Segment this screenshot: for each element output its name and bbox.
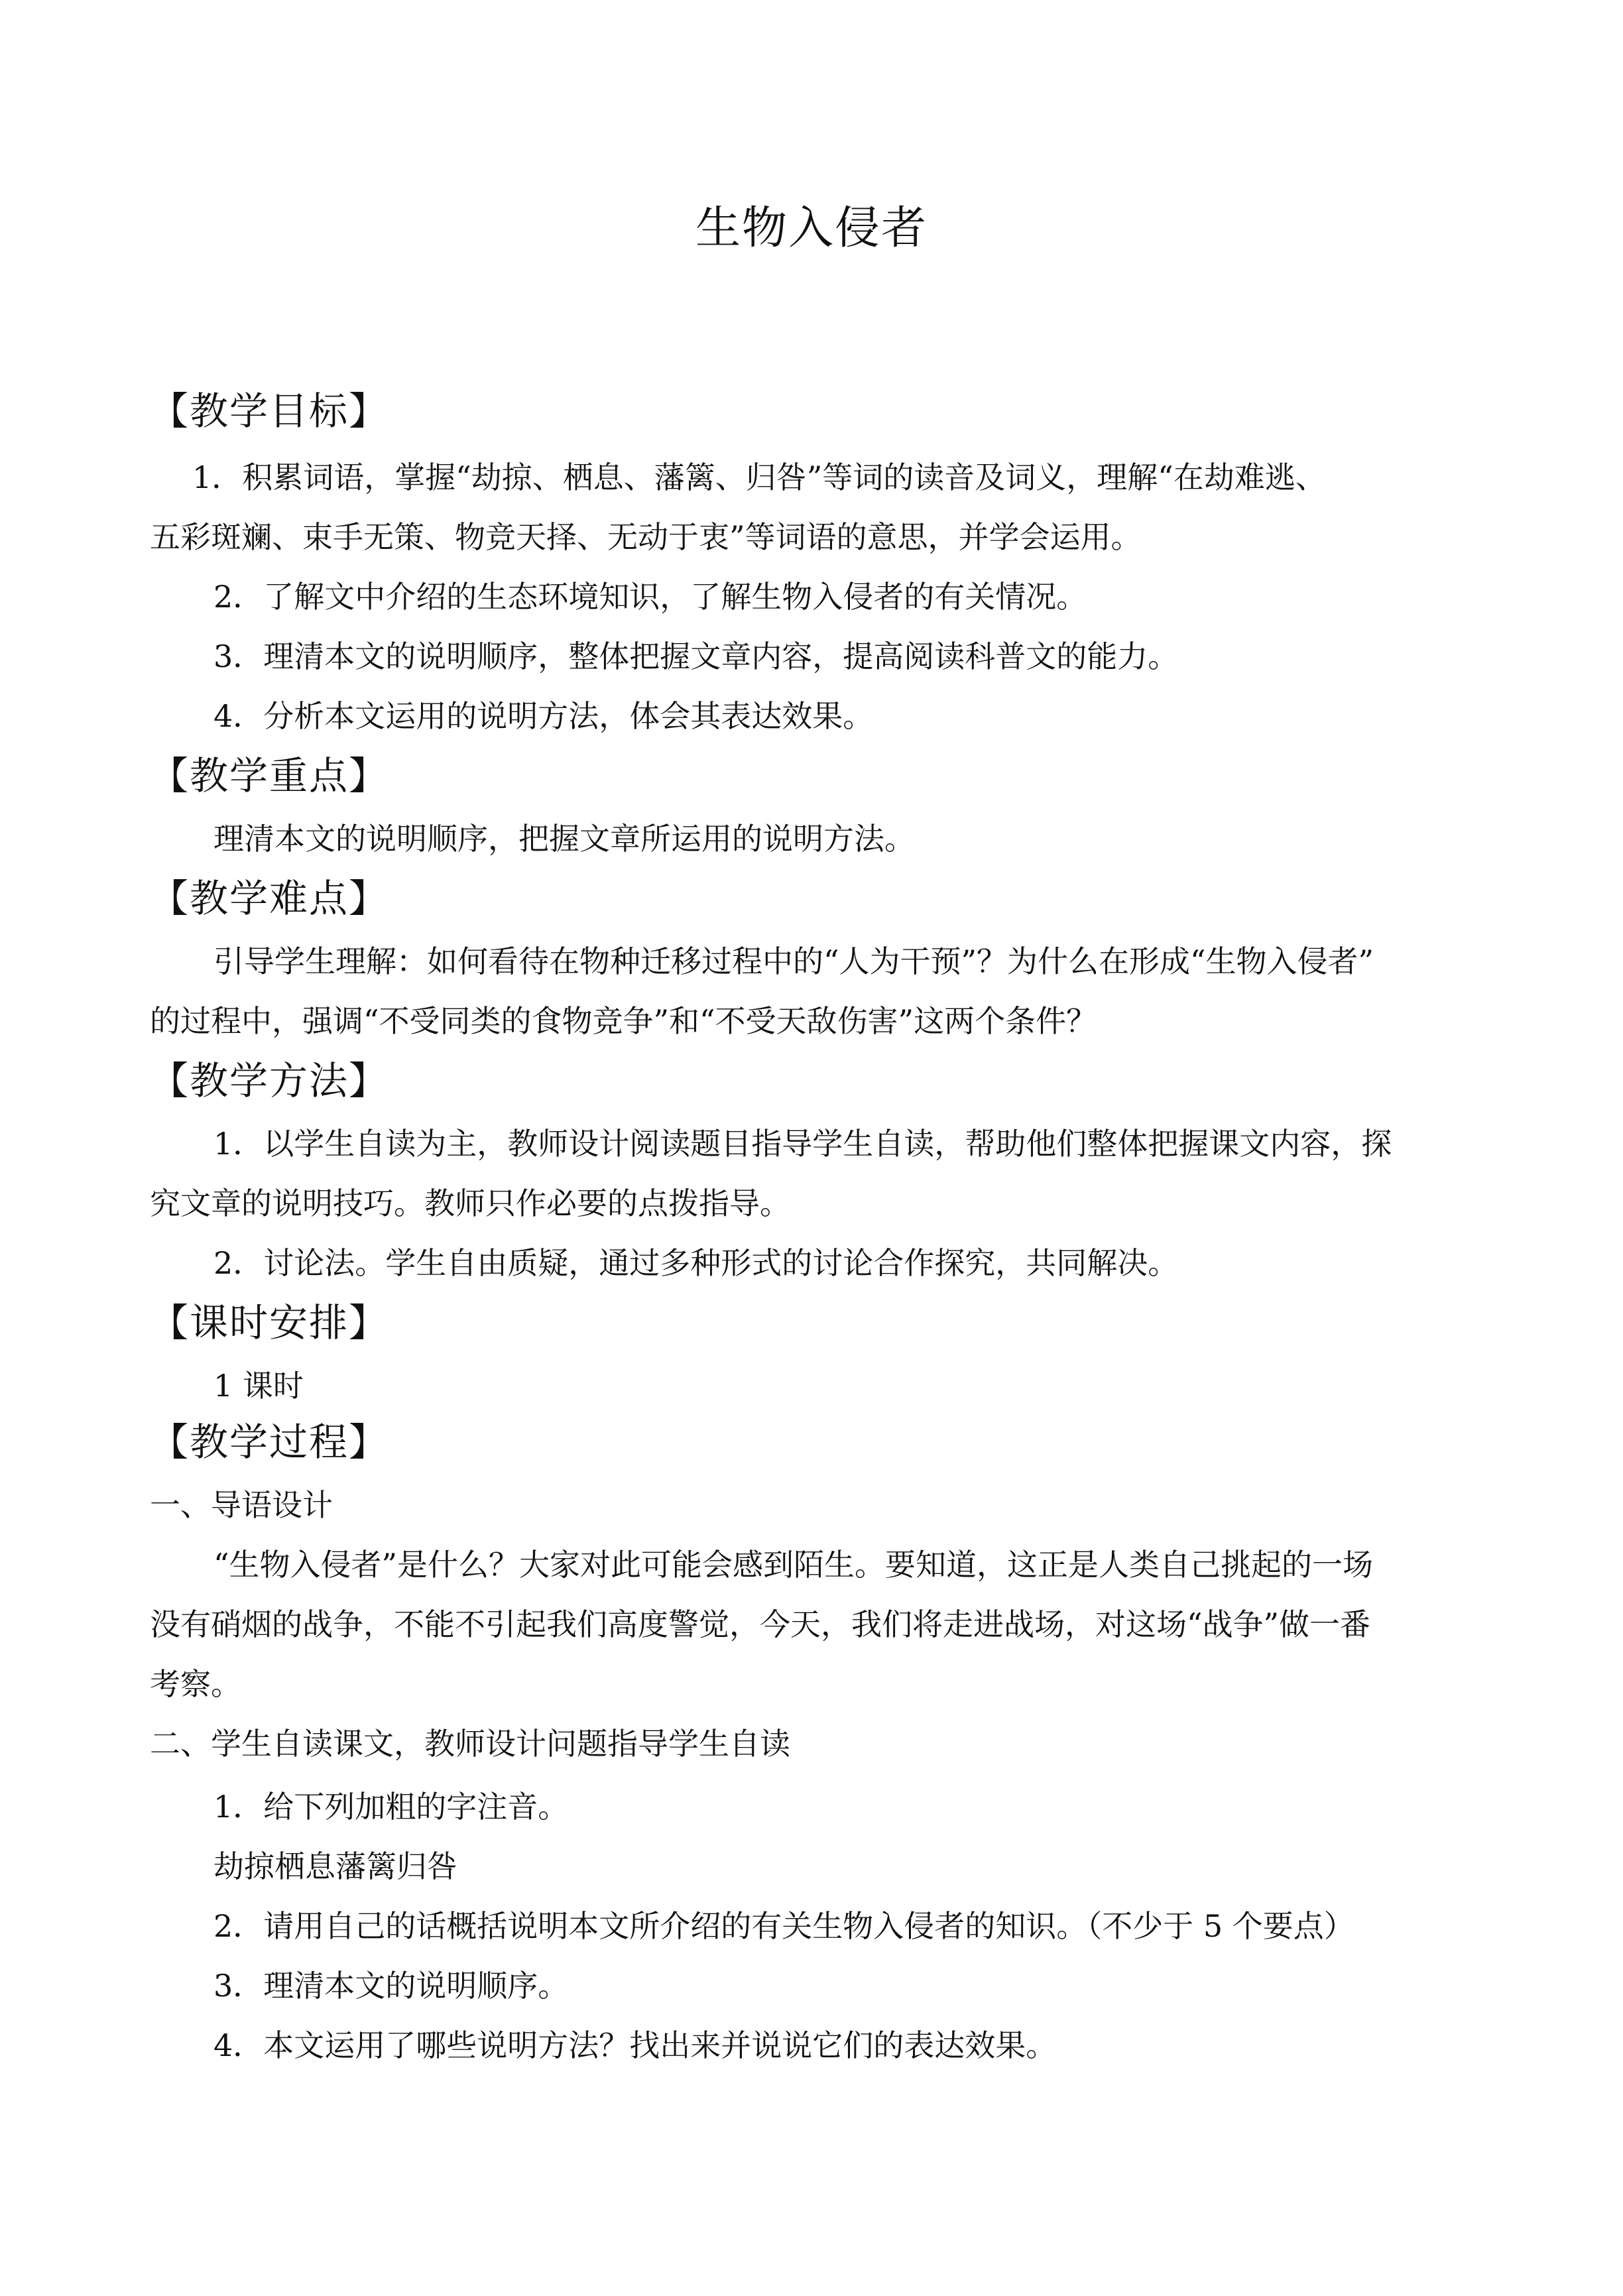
question-1-words: 劫掠栖息藩篱归咎 bbox=[213, 1848, 457, 1884]
key-heading: 【教学重点】 bbox=[150, 753, 389, 798]
goal-2: 2．了解文中介绍的生态环境知识，了解生物入侵者的有关情况。 bbox=[213, 579, 1087, 615]
goal-1-line-2: 五彩斑斓、束手无策、物竞天择、无动于衷”等词语的意思，并学会运用。 bbox=[150, 519, 1142, 555]
part-1-heading: 一、导语设计 bbox=[150, 1487, 333, 1523]
key-text: 理清本文的说明顺序，把握文章所运用的说明方法。 bbox=[213, 821, 915, 857]
goal-1-line-1: 1．积累词语，掌握“劫掠、栖息、藩篱、归咎”等词的读音及词义，理解“在劫难逃、 bbox=[192, 459, 1326, 495]
goal-4: 4．分析本文运用的说明方法，体会其表达效果。 bbox=[213, 698, 874, 734]
difficulty-heading: 【教学难点】 bbox=[150, 876, 389, 921]
method-heading: 【教学方法】 bbox=[150, 1058, 389, 1103]
difficulty-line-1: 引导学生理解：如何看待在物种迁移过程中的“人为干预”？为什么在形成“生物入侵者” bbox=[213, 943, 1374, 979]
part-1-line-2: 没有硝烟的战争，不能不引起我们高度警觉，今天，我们将走进战场，对这场“战争”做一番 bbox=[150, 1606, 1371, 1642]
schedule-heading: 【课时安排】 bbox=[150, 1300, 389, 1345]
question-3: 3．理清本文的说明顺序。 bbox=[213, 1968, 569, 2004]
question-1: 1．给下列加粗的字注音。 bbox=[213, 1789, 569, 1825]
method-1-line-2: 究文章的说明技巧。教师只作必要的点拨指导。 bbox=[150, 1185, 790, 1221]
part-2-heading: 二、学生自读课文，教师设计问题指导学生自读 bbox=[150, 1726, 790, 1762]
goal-3: 3．理清本文的说明顺序，整体把握文章内容，提高阅读科普文的能力。 bbox=[213, 638, 1179, 674]
page-title: 生物入侵者 bbox=[695, 202, 928, 255]
part-1-line-1: “生物入侵者”是什么？大家对此可能会感到陌生。要知道，这正是人类自己挑起的一场 bbox=[213, 1547, 1374, 1583]
question-2: 2．请用自己的话概括说明本文所介绍的有关生物入侵者的知识。（不少于 5 个要点） bbox=[213, 1908, 1354, 1944]
process-heading: 【教学过程】 bbox=[150, 1420, 389, 1465]
method-1-line-1: 1．以学生自读为主，教师设计阅读题目指导学生自读，帮助他们整体把握课文内容，探 bbox=[213, 1126, 1392, 1162]
part-1-line-3: 考察。 bbox=[150, 1666, 241, 1702]
question-4: 4．本文运用了哪些说明方法？找出来并说说它们的表达效果。 bbox=[213, 2027, 1057, 2063]
schedule-text: 1 课时 bbox=[213, 1368, 304, 1404]
goals-heading: 【教学目标】 bbox=[150, 389, 389, 434]
difficulty-line-2: 的过程中，强调“不受同类的食物竞争”和“不受天敌伤害”这两个条件？ bbox=[150, 1003, 1097, 1039]
method-2: 2．讨论法。学生自由质疑，通过多种形式的讨论合作探究，共同解决。 bbox=[213, 1245, 1179, 1281]
